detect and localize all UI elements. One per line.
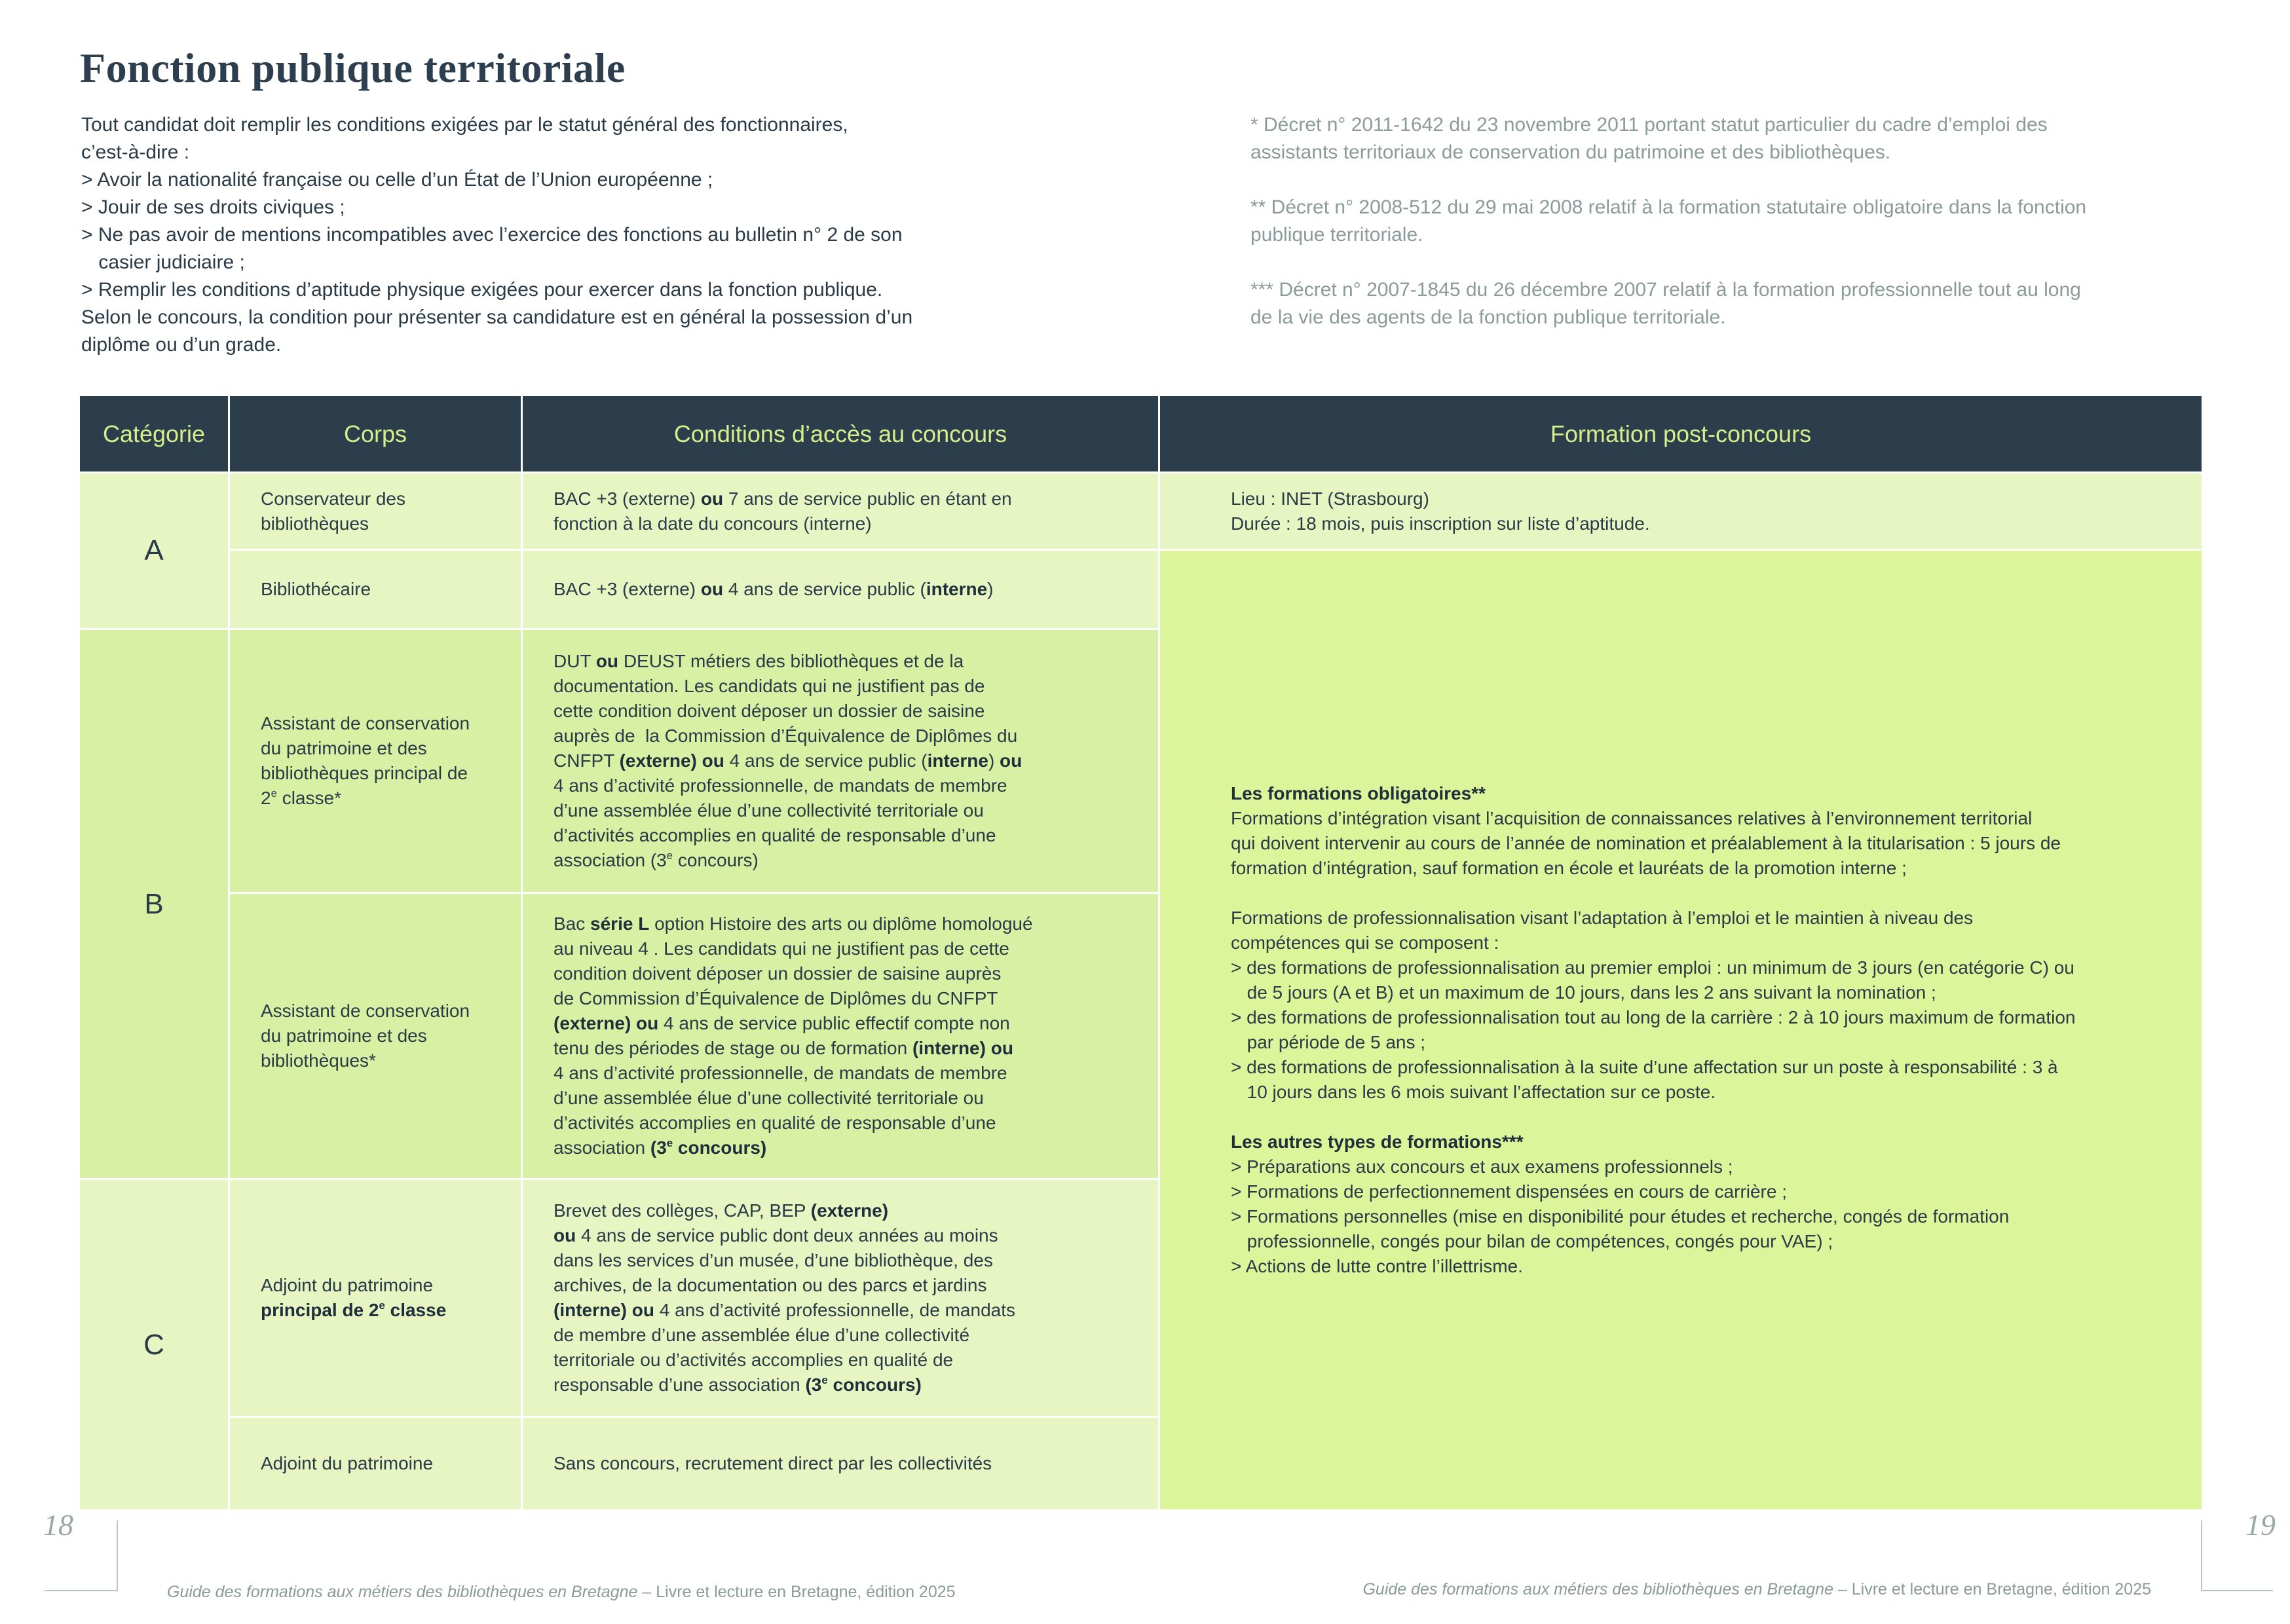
- header-formation: Formation post-concours: [1160, 396, 2202, 471]
- footer-credit-right: [1362, 1579, 2151, 1599]
- bold-text: ou: [700, 488, 724, 509]
- text-line: association (3e concours): [554, 849, 759, 870]
- bold-text: série L: [590, 913, 650, 934]
- bold-text: interne: [927, 750, 988, 771]
- text-line: condition doivent déposer un dossier de saisine auprès: [554, 963, 1002, 984]
- text-line: 10 jours dans les 6 mois suivant l’affectation sur ce poste.: [1247, 1082, 1716, 1102]
- bold-text: interne: [926, 579, 988, 599]
- bold-text: Les autres types de formations***: [1231, 1132, 1524, 1152]
- text-line: publique territoriale.: [1250, 224, 1423, 246]
- text-line: de la vie des agents de la fonction publique territoriale.: [1250, 306, 1726, 328]
- footer-rule-right-horizontal: [2201, 1590, 2273, 1591]
- corps-bibliothecaire: [230, 551, 521, 628]
- formation-common: [1160, 551, 2202, 1509]
- text-line: > Formations de perfectionnement dispensées en cours de carrière ;: [1231, 1181, 1788, 1202]
- formation-category-a: [1160, 473, 2202, 549]
- category-a: A: [80, 473, 228, 628]
- text-line: > Ne pas avoir de mentions incompatibles avec l’exercice des fonctions au bulletin n° 2 de son: [81, 224, 903, 246]
- text-line: Formations de professionnalisation visant l’adaptation à l’emploi et le maintien à niveau des: [1231, 908, 1974, 928]
- text-line: diplôme ou d’un grade.: [81, 334, 282, 356]
- text-line: [1231, 1105, 2182, 1130]
- text-line: > Formations personnelles (mise en disponibilité pour études et recherche, congés de formation: [1231, 1206, 2010, 1227]
- text-line: Lieu : INET (Strasbourg): [1231, 488, 1429, 509]
- footer-rule-left-horizontal: [45, 1590, 118, 1591]
- category-b: B: [80, 630, 228, 1178]
- text-line: d’activités accomplies en qualité de responsable d’une: [554, 1113, 996, 1133]
- text-line: > Remplir les conditions d’aptitude physique exigées pour exercer dans la fonction publique.: [81, 279, 883, 301]
- text-line: > des formations de professionnalisation à la suite d’une affectation sur un poste à responsabilité : 3 à: [1231, 1057, 2058, 1077]
- conditions-adjoint: [523, 1418, 1158, 1509]
- footer-publisher: – Livre et lecture en Bretagne, édition 2025: [637, 1583, 956, 1601]
- text-line: BAC +3 (externe) ou 7 ans de service public en étant en: [554, 488, 1012, 509]
- conditions-bibliothecaire: [523, 551, 1158, 628]
- text-line: Selon le concours, la condition pour présenter sa candidature est en général la possession d’un: [81, 306, 913, 328]
- text-line: 4 ans d’activité professionnelle, de mandats de membre: [554, 775, 1007, 796]
- text-line: BAC +3 (externe) ou 4 ans de service public (interne): [554, 579, 994, 599]
- bold-text: (externe) ou: [619, 750, 724, 771]
- text-line: Durée : 18 mois, puis inscription sur liste d’aptitude.: [1231, 513, 1650, 534]
- conditions-adjoint-principal: [523, 1180, 1158, 1416]
- bold-text: ou: [554, 1225, 576, 1246]
- text-line: Adjoint du patrimoine: [261, 1453, 434, 1473]
- bold-text: (externe): [810, 1200, 889, 1221]
- text-line: responsable d’une association (3e concours): [554, 1374, 922, 1395]
- text-line: bibliothèques principal de: [261, 763, 468, 783]
- text-line: (externe) ou 4 ans de service public effectif compte non: [554, 1013, 1010, 1033]
- text-line: ** Décret n° 2008-512 du 29 mai 2008 relatif à la formation statutaire obligatoire dans la fonction: [1250, 196, 2087, 218]
- text-line: du patrimoine et des: [261, 1025, 427, 1046]
- text-line: c’est-à-dire :: [81, 141, 190, 163]
- text-line: > Jouir de ses droits civiques ;: [81, 196, 345, 218]
- text-line: 2e classe*: [261, 787, 341, 808]
- text-line: fonction à la date du concours (interne): [554, 513, 872, 534]
- text-line: de Commission d’Équivalence de Diplômes du CNFPT: [554, 988, 998, 1008]
- category-c: C: [80, 1180, 228, 1509]
- conditions-assistant: [523, 894, 1158, 1178]
- footer-publisher: – Livre et lecture en Bretagne, édition 2025: [1833, 1580, 2151, 1598]
- text-line: qui doivent intervenir au cours de l’année de nomination et préalablement à la titularisation : 5 jours de: [1231, 833, 2061, 853]
- text-line: > Avoir la nationalité française ou celle d’un État de l’Union européenne ;: [81, 169, 713, 191]
- text-line: de 5 jours (A et B) et un maximum de 10 jours, dans les 2 ans suivant la nomination ;: [1247, 982, 1936, 1003]
- superscript: e: [271, 787, 277, 800]
- text-line: [261, 1298, 501, 1323]
- text-line: Sans concours, recrutement direct par les collectivités: [554, 1453, 992, 1473]
- corps-conservateur: [230, 473, 521, 549]
- conditions-conservateur: [523, 473, 1158, 549]
- text-line: ou 4 ans de service public dont deux années au moins: [554, 1225, 998, 1246]
- bold-text: (interne) ou: [912, 1038, 1013, 1058]
- superscript: e: [821, 1374, 828, 1387]
- text-line: Assistant de conservation: [261, 713, 470, 733]
- footer-credit-left: [167, 1582, 956, 1602]
- text-line: association (3e concours): [554, 1137, 767, 1158]
- text-line: (interne) ou 4 ans d’activité professionnelle, de mandats: [554, 1300, 1015, 1320]
- text-line: *** Décret n° 2007-1845 du 26 décembre 2007 relatif à la formation professionnelle tout au long: [1250, 279, 2081, 301]
- header-category: Catégorie: [80, 396, 228, 471]
- text-line: d’activités accomplies en qualité de responsable d’une: [554, 825, 996, 845]
- text-line: Conservateur des: [261, 488, 406, 509]
- text-line: dans les services d’un musée, d’une bibliothèque, des: [554, 1250, 993, 1270]
- header-conditions: Conditions d’accès au concours: [523, 396, 1158, 471]
- bold-text: ou: [700, 579, 724, 599]
- bold-text: (externe) ou: [554, 1013, 659, 1033]
- text-line: auprès de la Commission d’Équivalence de Diplômes du: [554, 726, 1018, 746]
- text-line: professionnelle, congés pour bilan de compétences, congés pour VAE) ;: [1247, 1231, 1833, 1251]
- bold-text: (3: [650, 1137, 667, 1158]
- page-number-right: 19: [2245, 1508, 2276, 1541]
- text-line: Bac série L option Histoire des arts ou diplôme homologué: [554, 913, 1033, 934]
- text-line: * Décret n° 2011-1642 du 23 novembre 2011 portant statut particulier du cadre d’emploi des: [1250, 114, 2048, 136]
- text-line: territoriale ou d’activités accomplies en qualité de: [554, 1350, 954, 1370]
- bold-text: concours): [673, 1137, 767, 1158]
- text-line: Brevet des collèges, CAP, BEP (externe): [554, 1200, 889, 1221]
- text-line: > Préparations aux concours et aux examens professionnels ;: [1231, 1156, 1733, 1177]
- superscript: e: [666, 849, 673, 862]
- text-line: DUT ou DEUST métiers des bibliothèques et de la: [554, 651, 964, 671]
- text-line: d’une assemblée élue d’une collectivité territoriale ou: [554, 1088, 984, 1108]
- footer-guide-title: Guide des formations aux métiers des bibliothèques en Bretagne: [167, 1583, 638, 1601]
- header-corps: Corps: [230, 396, 521, 471]
- bold-text: classe: [385, 1300, 447, 1320]
- text-line: Assistant de conservation: [261, 1001, 470, 1021]
- decree-footnotes: [1250, 111, 2233, 331]
- text-line: Tout candidat doit remplir les conditions exigées par le statut général des fonctionnaires,: [81, 114, 848, 136]
- text-line: cette condition doivent déposer un dossier de saisine: [554, 701, 985, 721]
- corps-assistant-principal: [230, 630, 521, 892]
- text-line: d’une assemblée élue d’une collectivité territoriale ou: [554, 800, 984, 821]
- footer-rule-left-vertical: [117, 1521, 118, 1591]
- text-line: > des formations de professionnalisation tout au long de la carrière : 2 à 10 jours maximum de formation: [1231, 1007, 2076, 1027]
- text-line: CNFPT (externe) ou 4 ans de service public (interne) ou: [554, 750, 1023, 771]
- superscript: e: [666, 1137, 673, 1150]
- text-line: par période de 5 ans ;: [1247, 1032, 1426, 1052]
- page-title: Fonction publique territoriale: [80, 45, 626, 91]
- text-line: Formations d’intégration visant l’acquisition de connaissances relatives à l’environnement territorial: [1231, 808, 2033, 828]
- bold-text: concours): [827, 1375, 922, 1395]
- text-line: compétences qui se composent :: [1231, 932, 1499, 953]
- text-line: [1231, 781, 2182, 806]
- text-line: [1250, 249, 2233, 276]
- bold-text: Les formations obligatoires**: [1231, 783, 1486, 803]
- conditions-assistant-principal: [523, 630, 1158, 892]
- superscript: e: [379, 1299, 385, 1312]
- bold-text: ou: [1000, 750, 1023, 771]
- text-line: bibliothèques*: [261, 1050, 376, 1071]
- eligibility-conditions: [81, 111, 1195, 359]
- text-line: > Actions de lutte contre l’illettrisme.: [1231, 1256, 1523, 1276]
- bold-text: ou: [595, 651, 619, 671]
- footer-guide-title: Guide des formations aux métiers des bibliothèques en Bretagne: [1362, 1580, 1833, 1598]
- text-line: au niveau 4 . Les candidats qui ne justifient pas de cette: [554, 938, 1009, 959]
- corps-adjoint-principal: [230, 1180, 521, 1416]
- text-line: [1231, 881, 2182, 906]
- text-line: [1250, 166, 2233, 194]
- bold-text: (interne) ou: [554, 1300, 654, 1320]
- corps-adjoint: [230, 1418, 521, 1509]
- training-table: [80, 396, 2202, 1509]
- text-line: > des formations de professionnalisation au premier emploi : un minimum de 3 jours (en catégorie C) ou: [1231, 957, 2074, 978]
- text-line: assistants territoriaux de conservation du patrimoine et des bibliothèques.: [1250, 141, 1891, 163]
- text-line: bibliothèques: [261, 513, 369, 534]
- page-number-left: 18: [43, 1508, 73, 1541]
- text-line: formation d’intégration, sauf formation en école et lauréats de la promotion interne ;: [1231, 858, 1907, 878]
- text-line: casier judiciaire ;: [98, 251, 245, 273]
- text-line: Adjoint du patrimoine: [261, 1275, 434, 1295]
- text-line: archives, de la documentation ou des parcs et jardins: [554, 1275, 987, 1295]
- bold-text: principal de 2: [261, 1300, 379, 1320]
- footer-rule-right-vertical: [2201, 1521, 2202, 1591]
- text-line: de membre d’une assemblée élue d’une collectivité: [554, 1325, 970, 1345]
- text-line: [1231, 1130, 2182, 1154]
- text-line: tenu des périodes de stage ou de formation (interne) ou: [554, 1038, 1013, 1058]
- text-line: 4 ans d’activité professionnelle, de mandats de membre: [554, 1063, 1007, 1083]
- text-line: documentation. Les candidats qui ne justifient pas de: [554, 676, 985, 696]
- text-line: du patrimoine et des: [261, 738, 427, 758]
- text-line: Bibliothécaire: [261, 579, 371, 599]
- corps-assistant: [230, 894, 521, 1178]
- bold-text: (3: [805, 1375, 822, 1395]
